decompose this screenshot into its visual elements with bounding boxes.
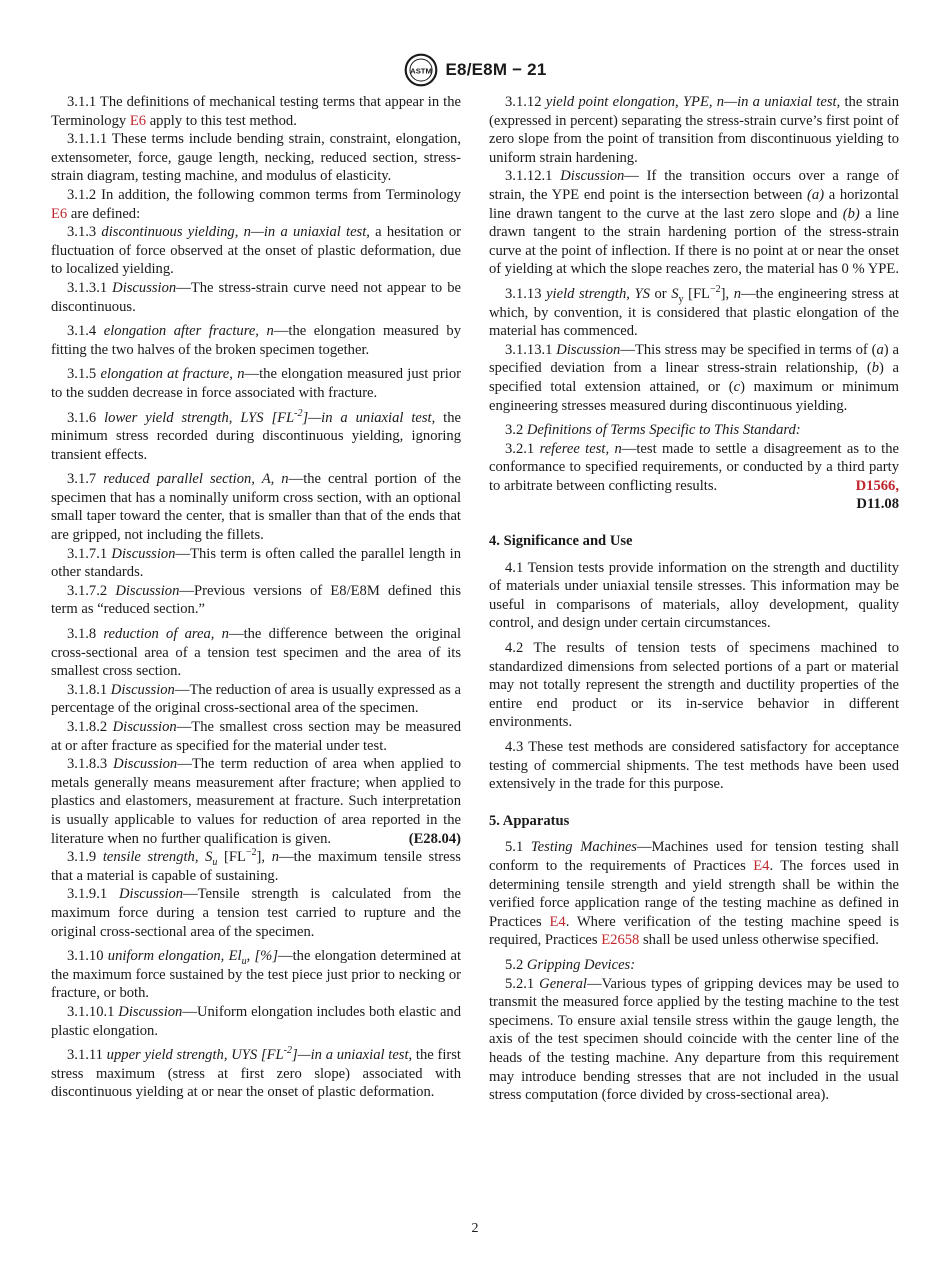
para-3-1-1-1: 3.1.1.1 These terms include bending strain, constraint, elongation, extensometer, force, gauge length, necking, reduced section, stress-strain diagram, testing machine, and modulus of elasticity.	[51, 131, 461, 185]
para-3-1-10: 3.1.10 uniform elongation, $El_u$, [%]—the elongation determined at the maximum force sustained by the test piece just prior to necking or fracture, or both.	[51, 948, 462, 1002]
para-3-1-8-2: 3.1.8.2 Discussion—The smallest cross section may be measured at or after fracture as specified for the material under test.	[51, 719, 461, 754]
ref-e4-link[interactable]: E4	[549, 913, 566, 930]
right-column	[489, 93, 899, 1105]
section-5-heading: 5. Apparatus	[489, 812, 570, 829]
ref-d11-08: D11.08	[856, 496, 899, 513]
para-3-1-3-1: 3.1.3.1 Discussion—The stress-strain curve need not appear to be discontinuous.	[51, 279, 461, 315]
page-number: 2	[471, 1221, 479, 1236]
para-3-1-7-2: 3.1.7.2 Discussion—Previous versions of E8/E8M defined this term as “reduced section.”	[51, 582, 462, 618]
para-3-1-3: 3.1.3 discontinuous yielding, n—in a uniaxial test, a hesitation or fluctuation of force observed at the onset of plastic deformation, due to localized yielding.	[51, 224, 461, 278]
para-3-1-13-1: 3.1.13.1 Discussion—This stress may be specified in terms of (a) a specified deviation from a linear stress-strain relationship, (b) a specified total extension attained, or (c) maximum or minimum engineering stresses measured during discontinuous yielding.	[489, 341, 899, 414]
para-3-1-9-1: 3.1.9.1 Discussion—Tensile strength is calculated from the maximum force during a tension test carried to rupture and the original cross-sectional area of the specimen.	[51, 886, 461, 940]
astm-logo-text: ASTM	[409, 66, 432, 76]
ref-e4-link[interactable]: E4	[753, 857, 770, 874]
para-5-2: 5.2 Gripping Devices:	[505, 956, 636, 973]
para-3-1-12: 3.1.12 yield point elongation, YPE, n—in a uniaxial test, the strain (expressed in percent) separating the stress-strain curve’s first point of zero slope from the point of transition from discontinuous yielding to uniform strain hardening.	[489, 94, 899, 166]
para-3-1-13: 3.1.13 yield strength, YS or $S_y$ $[FL^{-2}]$, n—the engineering stress at which, by convention, it is considered that plastic elongation of the material has commenced.	[489, 284, 899, 340]
ref-e2658-link[interactable]: E2658	[601, 932, 640, 949]
para-3-1-11: 3.1.11 upper yield strength, UYS $[FL^{-2}]—in$ a uniaxial test, the first stress maximum (stress at first zero slope) associated with discontinuous yielding at or near the onset of plastic deformation.	[51, 1045, 461, 1101]
para-3-1-7: 3.1.7 reduced parallel section, A, n—the central portion of the specimen that has a nominally uniform cross section, with an optional small taper toward the center, that is smaller than that of the ends that are gripped, not including the fillets.	[51, 471, 461, 544]
para-3-1-6: 3.1.6 lower yield strength, LYS $[FL^{-2}]—in$ a uniaxial test, the minimum stress recorded during discontinuous yielding, ignoring transient effects.	[51, 407, 461, 463]
para-3-1-5: 3.1.5 elongation at fracture, n—the elongation measured just prior to the sudden decrease in force associated with fracture.	[51, 366, 461, 401]
para-3-2-1: 3.2.1 referee test, n—test made to settle a disagreement as to the conformance to specified requirements, or conducted by a third party to arbitrate between conflicting results. D1566,	[489, 440, 899, 494]
para-3-1-9: 3.1.9 tensile strength, $S_u$ $[FL^{-2}]$, n—the maximum tensile stress that a material is capable of sustaining.	[51, 847, 461, 884]
section-4-heading: 4. Significance and Use	[489, 533, 633, 550]
para-5-2-1: 5.2.1 General—Various types of gripping devices may be used to transmit the measured force applied by the testing machine to the test specimens. To ensure axial tensile stress within the gauge length, the axis of the test specimen should coincide with the center line of the heads of the testing machine. Any departure from this requirement may introduce bending stresses that are not included in the usual stress computation (force divided by cross-sectional area).	[489, 975, 900, 1104]
ref-d1566-link[interactable]: D1566,	[855, 477, 899, 494]
ref-e28-04: (E28.04)	[408, 830, 461, 847]
para-3-1-10-1: 3.1.10.1 Discussion—Uniform elongation includes both elastic and plastic elongation.	[51, 1003, 462, 1039]
astm-logo-icon	[404, 53, 438, 87]
para-3-1-8-1: 3.1.8.1 Discussion—The reduction of area is usually expressed as a percentage of the original cross-sectional area of the specimen.	[51, 681, 461, 717]
para-3-1-12-1: 3.1.12.1 Discussion— If the transition occurs over a range of strain, the YPE end point is the intersection between (a) a horizontal line drawn tangent to the curve at the last zero slope and (b) a line drawn tangent to the strain hardening portion of the stress-strain curve at the point of inflection. If there is no point at or near the onset of yielding at which the slope reaches zero, the material has 0 % YPE.	[489, 168, 899, 278]
para-3-1-8: 3.1.8 reduction of area, n—the difference between the original cross-sectional area of a tension test specimen and the area of its smallest cross section.	[51, 626, 462, 680]
document-id: E8/E8M − 21	[445, 60, 547, 79]
para-3-1-8-3: 3.1.8.3 Discussion—The term reduction of area when applied to metals generally means measurement after fracture; when applied to plastics and elastomers, measurement at fracture. Such interpretation is usually applicable to values for reduction of area reported in the literature when no further qualification is given. (E28.04)	[51, 756, 461, 847]
para-4-2: 4.2 The results of tension tests of specimens machined to standardized dimensions from selected portions of a part or material may not totally represent the strength and ductility properties of the entire end product or its in-service behavior in different environments.	[489, 640, 899, 731]
left-column	[51, 93, 461, 1102]
ref-e6-link[interactable]: E6	[129, 112, 147, 129]
para-4-3: 4.3 These test methods are considered satisfactory for acceptance testing of commercial shipments. The test methods have been used extensively in the trade for this purpose.	[489, 739, 899, 793]
para-3-1-2: 3.1.2 In addition, the following common terms from Terminology E6 are defined:	[51, 186, 461, 222]
para-5-1: 5.1 Testing Machines—Machines used for tension testing shall conform to the requirements of Practices E4. The forces used in determining tensile strength and yield strength shall be within the verified force application range of the testing machine as defined in Practices E4. Where verification of the testing machine speed is required, Practices E2658 shall be used unless otherwise specified.	[489, 839, 900, 949]
para-3-1-7-1: 3.1.7.1 Discussion—This term is often called the parallel length in other standards.	[51, 545, 461, 581]
ref-e6-link[interactable]: E6	[51, 205, 68, 222]
para-4-1: 4.1 Tension tests provide information on the strength and ductility of materials under uniaxial tensile stresses. This information may be useful in comparisons of materials, alloy development, quality control, and design under certain circumstances.	[489, 559, 899, 632]
para-3-1-4: 3.1.4 elongation after fracture, n—the elongation measured by fitting the two halves of the broken specimen together.	[51, 323, 461, 358]
para-3-2: 3.2 Definitions of Terms Specific to This Standard:	[505, 422, 801, 439]
page-header	[0, 52, 950, 88]
para-3-1-1: 3.1.1 The definitions of mechanical testing terms that appear in the Terminology E6 apply to this test method.	[51, 94, 461, 129]
